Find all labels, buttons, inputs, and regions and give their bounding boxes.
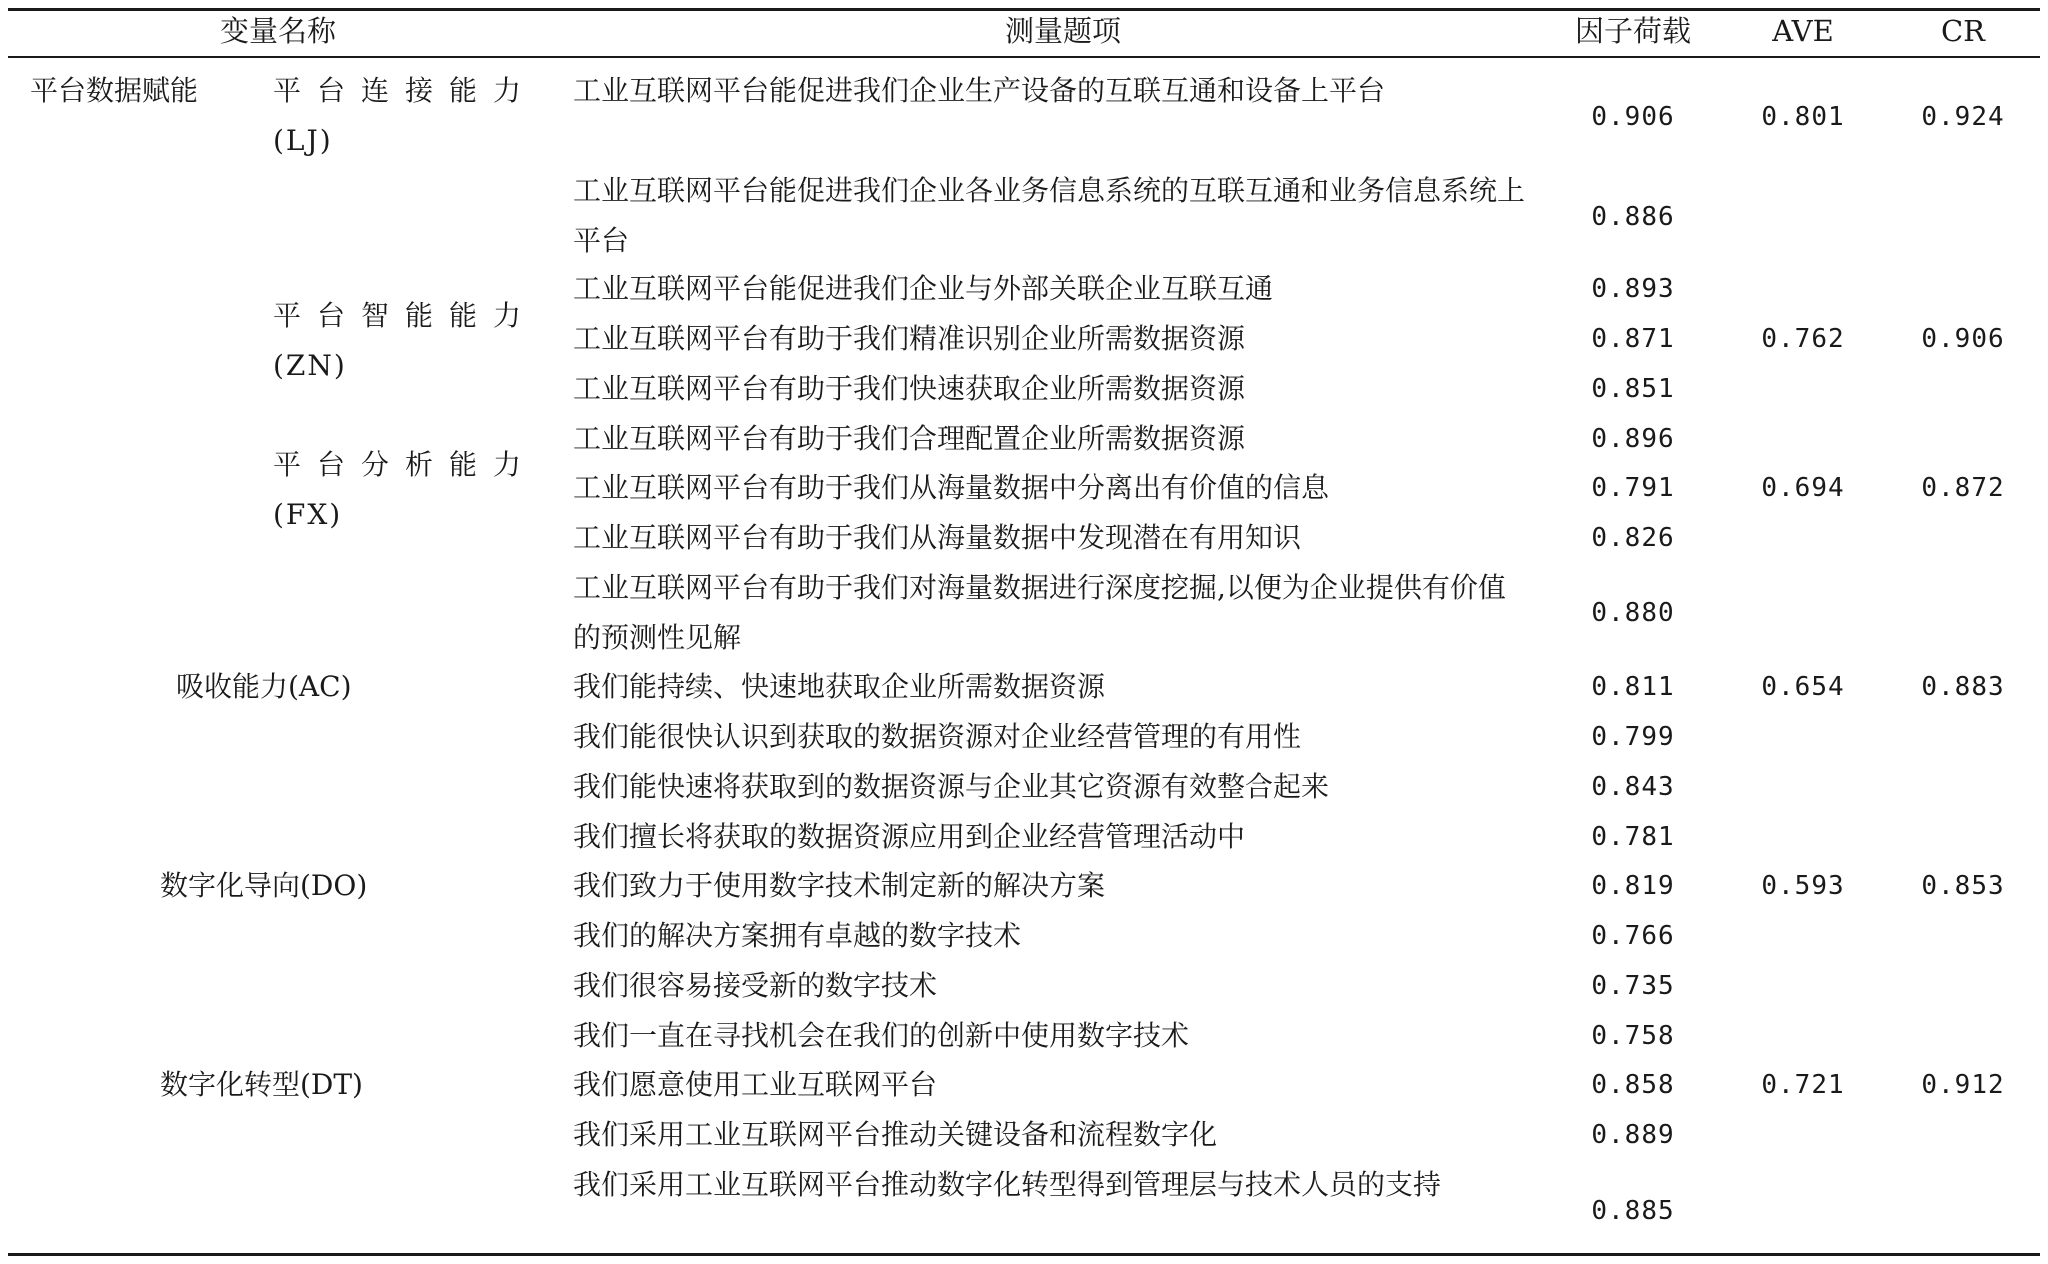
item-loading: 0.885: [1591, 1196, 1675, 1226]
item-loading: 0.766: [1591, 921, 1675, 951]
item-loading: 0.858: [1591, 1070, 1675, 1100]
item-text: 我们能快速将获取到的数据资源与企业其它资源有效整合起来: [573, 770, 1330, 803]
item-text: 我们能持续、快速地获取企业所需数据资源: [573, 670, 1106, 703]
cr-value: 0.883: [1921, 672, 2005, 702]
sub-variable-zn: [273, 291, 537, 391]
item-text: 工业互联网平台有助于我们对海量数据进行深度挖掘,以便为企业提供有价值的预测性见解: [573, 571, 1506, 654]
variable-name-dt: 数字化转型(DT): [160, 1068, 363, 1101]
cr-value: 0.853: [1921, 871, 2005, 901]
group-name: 平台数据赋能: [30, 74, 199, 107]
item-text: 我们很容易接受新的数字技术: [573, 969, 938, 1002]
item-loading: 0.811: [1591, 672, 1675, 702]
cr-value: 0.924: [1921, 102, 2005, 132]
item-loading: 0.886: [1591, 202, 1675, 232]
item-text: 我们愿意使用工业互联网平台: [573, 1068, 938, 1101]
header-ave: AVE: [1772, 14, 1834, 48]
item-text: 我们的解决方案拥有卓越的数字技术: [573, 919, 1022, 952]
header-cr: CR: [1940, 14, 1986, 48]
item-loading: 0.871: [1591, 324, 1675, 354]
item-text: 我们致力于使用数字技术制定新的解决方案: [573, 869, 1106, 902]
ave-value: 0.762: [1761, 324, 1845, 354]
sub-variable-lj: [273, 66, 537, 166]
cr-value: 0.872: [1921, 473, 2005, 503]
item-text: 我们一直在寻找机会在我们的创新中使用数字技术: [573, 1019, 1190, 1052]
header-loading: 因子荷载: [1574, 14, 1691, 48]
item-text: 工业互联网平台能促进我们企业与外部关联企业互联互通: [573, 272, 1274, 305]
item-text: 工业互联网平台有助于我们合理配置企业所需数据资源: [573, 422, 1246, 455]
ave-value: 0.694: [1761, 473, 1845, 503]
cr-value: 0.906: [1921, 324, 2005, 354]
header-variable: 变量名称: [219, 14, 336, 48]
ave-value: 0.721: [1761, 1070, 1845, 1100]
item-text: 我们能很快认识到获取的数据资源对企业经营管理的有用性: [573, 720, 1302, 753]
item-text: 我们采用工业互联网平台推动数字化转型得到管理层与技术人员的支持: [573, 1168, 1442, 1201]
ave-value: 0.801: [1761, 102, 1845, 132]
header-item: 测量题项: [1004, 14, 1121, 48]
item-text: 工业互联网平台能促进我们企业各业务信息系统的互联互通和业务信息系统上平台: [573, 174, 1526, 257]
ave-value: 0.654: [1761, 672, 1845, 702]
item-loading: 0.819: [1591, 871, 1675, 901]
item-loading: 0.843: [1591, 772, 1675, 802]
item-loading: 0.826: [1591, 523, 1675, 553]
sub-variable-label: 平台智能能力: [273, 299, 538, 332]
sub-variable-label: 平台连接能力: [273, 74, 538, 107]
item-loading: 0.889: [1591, 1120, 1675, 1150]
item-loading: 0.799: [1591, 722, 1675, 752]
item-text: 工业互联网平台有助于我们精准识别企业所需数据资源: [573, 322, 1246, 355]
bottom-rule: [8, 1253, 2040, 1256]
item-text: 我们采用工业互联网平台推动关键设备和流程数字化: [573, 1118, 1218, 1151]
item-loading: 0.781: [1591, 822, 1675, 852]
item-text: 工业互联网平台有助于我们快速获取企业所需数据资源: [573, 372, 1246, 405]
sub-variable-label: 平台分析能力: [273, 448, 538, 481]
item-text: 工业互联网平台能促进我们企业生产设备的互联互通和设备上平台: [573, 74, 1386, 107]
ave-value: 0.593: [1761, 871, 1845, 901]
item-text: 我们擅长将获取的数据资源应用到企业经营管理活动中: [573, 820, 1246, 853]
sub-variable-code: (LJ): [273, 124, 333, 157]
item-loading: 0.893: [1591, 274, 1675, 304]
sub-variable-code: (FX): [273, 498, 343, 531]
item-loading: 0.851: [1591, 374, 1675, 404]
variable-name-do: 数字化导向(DO): [160, 869, 368, 902]
variable-name-ac: 吸收能力(AC): [176, 670, 352, 703]
item-loading: 0.735: [1591, 971, 1675, 1001]
cr-value: 0.912: [1921, 1070, 2005, 1100]
item-loading: 0.791: [1591, 473, 1675, 503]
header-rule: [8, 56, 2040, 58]
item-text: 工业互联网平台有助于我们从海量数据中发现潜在有用知识: [573, 521, 1302, 554]
item-text: 工业互联网平台有助于我们从海量数据中分离出有价值的信息: [573, 471, 1330, 504]
item-loading: 0.906: [1591, 102, 1675, 132]
item-loading: 0.758: [1591, 1021, 1675, 1051]
measurement-table: [8, 8, 2040, 1258]
item-loading: 0.880: [1591, 598, 1675, 628]
sub-variable-fx: [273, 440, 537, 540]
item-loading: 0.896: [1591, 424, 1675, 454]
sub-variable-code: (ZN): [273, 349, 347, 382]
